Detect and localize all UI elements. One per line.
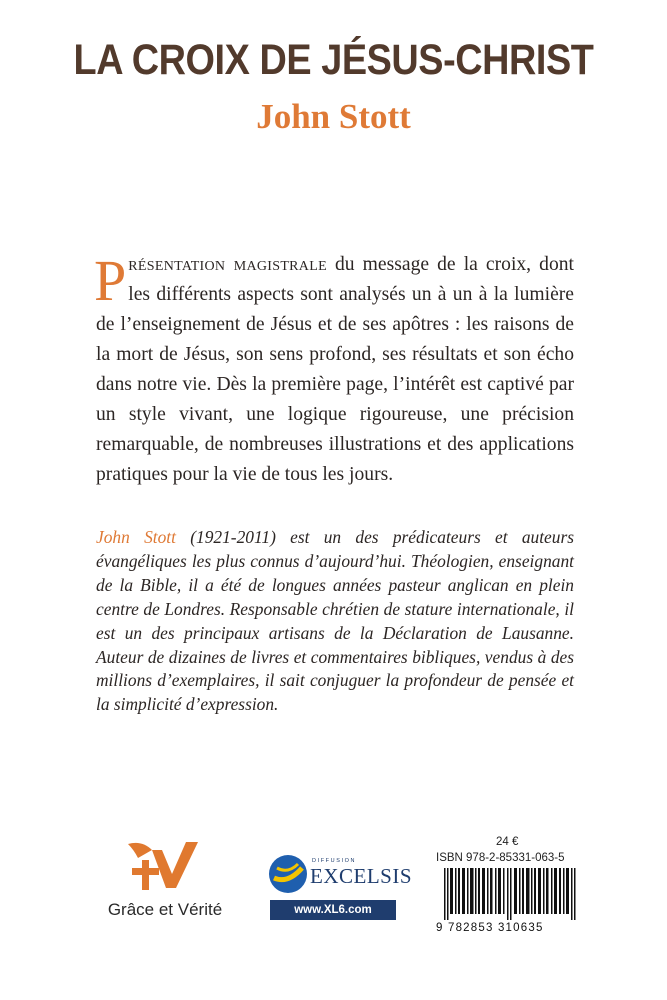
summary-dropcap: P [94,248,127,313]
bio-text: (1921-2011) est un des prédicateurs et auteurs évangéliques les plus connus d’aujourd’hui. Théologien, enseignant de la Bible, il a été de longues années pasteur anglican en plein centre de Londres. Responsable chrétien de stature internationale, il est un des principaux artisans de la Déclaration de Lausanne. Auteur de dizaines de livres et commentaires bibliques, vendus à des millions d’exemplaires, il sait conjuguer la profondeur de pensée et la simplicité d’expression. [96,527,574,715]
excelsis-url: www.XL6.com [270,900,396,920]
summary-text: du message de la croix, dont les différents aspects sont analysés un à un à la lumière de l’enseignement de Jésus et de ses apôtres : les raisons de la mort de Jésus, son sens profond, ses résultats et son écho dans notre vie. Dès la première page, l’intérêt est captivé par un style vivant, une logique rigoureuse, une précision remarquable, de nombreuses illustrations et des applications pratiques pour la vie de tous les jours. [96,254,574,485]
barcode [436,868,580,934]
barcode-digits: 9 782853 310635 [436,922,544,934]
bio-author-name: John Stott [96,527,176,547]
excelsis-emblem-icon [268,854,308,894]
excelsis-name: EXCELSIS [310,864,413,888]
book-title: LA CROIX DE JÉSUS-CHRIST [73,36,594,84]
grace-et-verite-label: Grâce et Vérité [107,900,223,919]
isbn-label: ISBN 978-2-85331-063-5 [436,852,565,864]
grace-et-verite-emblem-icon [122,836,208,898]
book-summary [96,250,574,490]
book-author: John Stott [256,97,411,136]
barcode-bars-icon [444,868,578,920]
author-bio [96,526,574,717]
excelsis-diffusion-label: DIFFUSION [312,858,357,864]
grace-et-verite-logo [100,836,230,926]
summary-lead: résentation magistrale [128,254,327,275]
price-label: 24 € [496,836,519,848]
excelsis-logo [268,852,413,922]
